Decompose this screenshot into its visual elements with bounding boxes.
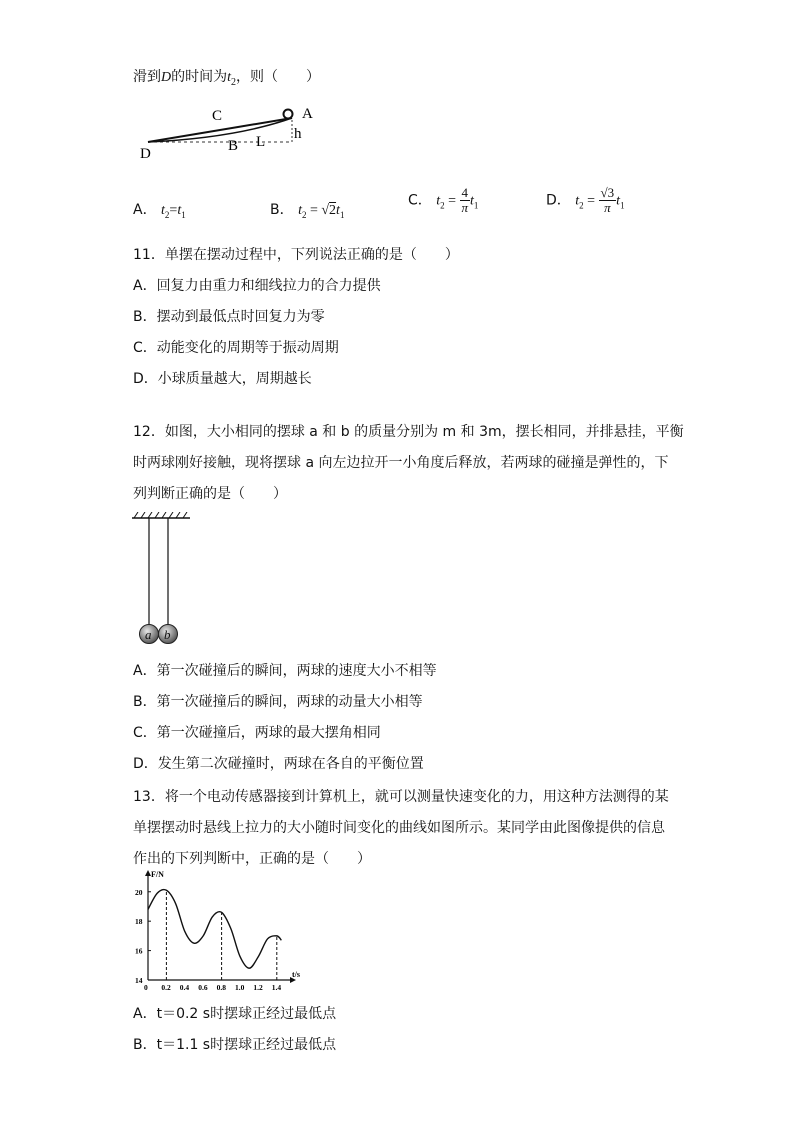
q10-option-c-den: π [461,200,469,215]
q12-ball-b-label: b [164,627,171,642]
q10-stem-sub: 2 [231,76,237,88]
q11-option-a[interactable]: A．回复力由重力和细线拉力的合力提供 [133,278,381,294]
q10-stem-mid: 的时间为 [171,69,228,85]
q12-option-b[interactable]: B．第一次碰撞后的瞬间，两球的动量大小相等 [133,694,423,710]
q10-option-a[interactable]: A． $t_2=t_1$ [133,202,186,220]
q12-ball-a-label: a [145,627,152,642]
q10-stem-post: ，则（ ） [236,69,321,85]
q13-option-b[interactable]: B．t＝1.1 s时摆球正经过最低点 [133,1037,337,1053]
q13-option-a[interactable]: A．t＝0.2 s时摆球正经过最低点 [133,1006,337,1022]
q10-label-a: A [302,106,313,122]
q10-label-d: D [140,146,151,162]
q13-x-tick-label: 0.6 [198,983,208,992]
q13-stem-line1: 13．将一个电动传感器接到计算机上，就可以测量快速变化的力，用这种方法测得的某 [133,789,669,805]
q10-option-b[interactable]: B． $t_2 = √2t_1$ [270,202,345,220]
q12-figure [130,512,194,646]
q10-option-d-num: √3 [600,185,615,200]
q13-x-tick-label: 1.4 [271,983,282,992]
q10-option-c[interactable]: C． $t_2$ = $\frac{4}{\pi}$ $t_1$ [408,185,479,215]
q12-stem-line1: 12．如图，大小相同的摆球 a 和 b 的质量分别为 m 和 3m，摆长相同，并排悬挂，平衡 [133,424,684,440]
q10-option-d[interactable]: D． $t_2$ = $\frac{√3}{\pi}$ $t_1$ [546,185,625,215]
q12-ceiling-hatch [134,512,187,518]
q13-force-time-chart [128,870,308,998]
q10-label-c: C [212,108,223,124]
q13-x-tick-label: 0.2 [161,983,171,992]
q13-x-tick-label: 0.4 [179,983,190,992]
q10-ball [284,110,293,119]
q10-label-l: L [256,134,266,150]
q13-x-axis-label: t/s [292,970,300,979]
q13-stem-line3: 作出的下列判断中，正确的是（ ） [133,851,371,867]
q13-x-tick-label: 1.2 [253,983,263,992]
q13-y-tick-label: 20 [135,887,143,897]
q13-force-curve [148,890,281,969]
q13-x-tick-label: 0.8 [216,983,226,992]
q10-option-c-num: 4 [461,185,469,200]
q12-option-c[interactable]: C．第一次碰撞后，两球的最大摆角相同 [133,725,381,741]
q10-stem [133,66,320,88]
q13-x-tick-label: 1.0 [235,983,245,992]
q10-option-d-den: π [604,200,611,215]
q10-option-a-label: A． [133,202,157,218]
q10-label-h: h [294,126,302,142]
q10-figure [140,100,330,162]
q10-label-b: B [228,138,239,154]
q12-stem-line2: 时两球刚好接触，现将摆球 a 向左边拉开一小角度后释放，若两球的碰撞是弹性的，下 [133,455,669,471]
q10-stem-t: t [227,70,232,85]
q10-option-d-label: D． [546,192,571,209]
q13-y-tick-label: 18 [135,917,143,927]
q11-option-c[interactable]: C．动能变化的周期等于振动周期 [133,340,339,356]
q11-option-d[interactable]: D．小球质量越大，周期越长 [133,371,312,387]
q13-y-axis-label: F/N [151,870,164,879]
q13-y-tick-label: 16 [135,946,143,956]
q10-option-b-label: B． [270,202,294,218]
q10-stem-var: D [161,70,172,85]
q12-option-a[interactable]: A．第一次碰撞后的瞬间，两球的速度大小不相等 [133,663,437,679]
q13-x-tick-label: 0 [144,983,148,992]
q10-stem-pre: 滑到 [133,69,161,85]
q11-option-b[interactable]: B．摆动到最低点时回复力为零 [133,309,325,325]
q10-option-c-label: C． [408,192,432,209]
q11-stem: 11．单摆在摆动过程中，下列说法正确的是（ ） [133,247,459,263]
q13-stem-line2: 单摆摆动时悬线上拉力的大小随时间变化的曲线如图所示。某同学由此图像提供的信息 [133,820,665,836]
q12-option-d[interactable]: D．发生第二次碰撞时，两球在各自的平衡位置 [133,756,424,772]
q13-y-tick-label: 14 [135,976,143,985]
q12-stem-line3: 列判断正确的是（ ） [133,486,287,502]
